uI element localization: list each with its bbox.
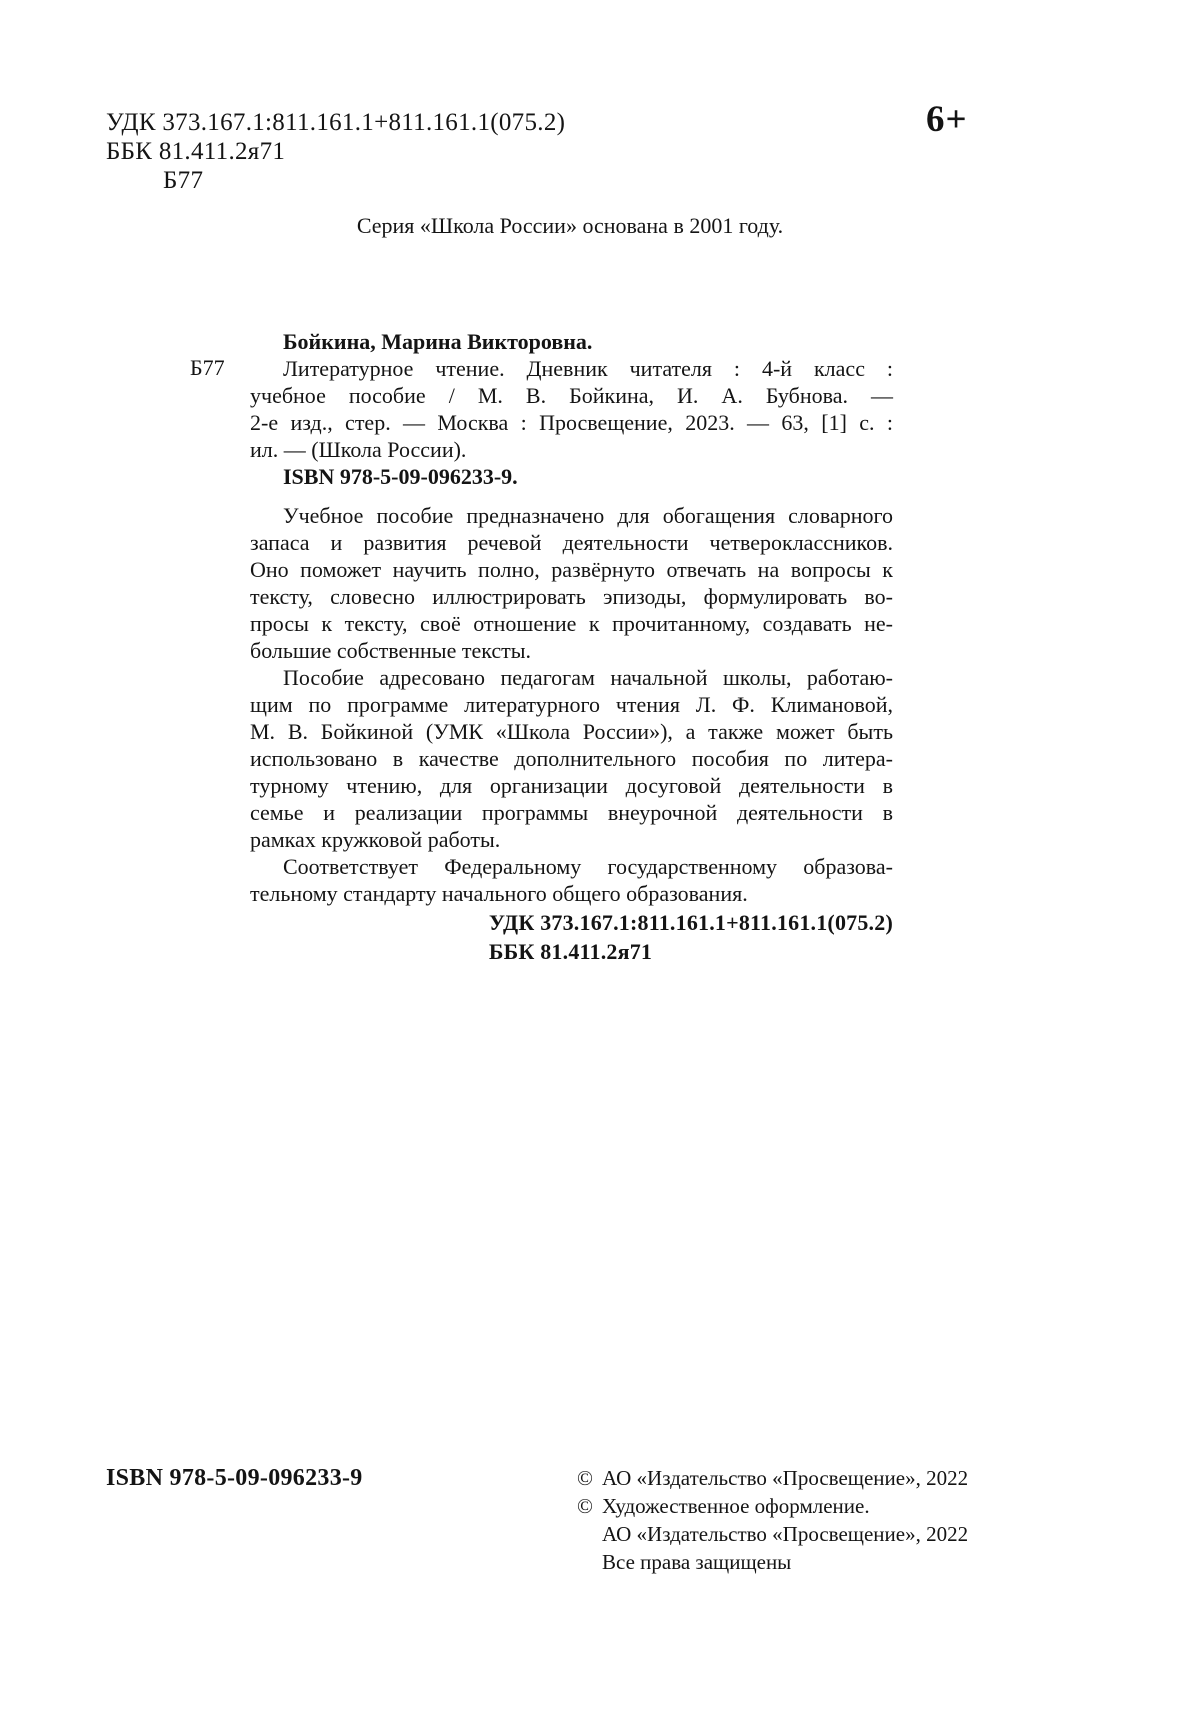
annotation-line: Учебное пособие предназначено для обогащения словарного: [283, 503, 893, 528]
annotation-line: турному чтению, для организации досуговой деятельности в: [250, 773, 893, 798]
annotation-line: просы к тексту, своё отношение к прочитанному, создавать не-: [250, 611, 893, 636]
annotation-line: Пособие адресовано педагогам начальной школы, работаю-: [283, 665, 893, 690]
bibliographic-line: ил. — (Школа России).: [250, 437, 467, 462]
annotation-line: М. В. Бойкиной (УМК «Школа России»), а также может быть: [250, 719, 893, 744]
isbn-line: ISBN 978-5-09-096233-9.: [283, 464, 518, 489]
catalogue-card: [250, 328, 893, 490]
copyright-sign: ©: [577, 1466, 593, 1490]
bbk-code: ББК 81.411.2я71: [106, 138, 286, 165]
footer-cataloguing-codes: [250, 908, 893, 966]
copyright-line: [577, 1520, 968, 1548]
copyright-text: АО «Издательство «Просвещение», 2022: [602, 1466, 969, 1490]
copyright-line: [577, 1492, 968, 1520]
margin-author-sign-code: Б77: [190, 355, 225, 380]
author-heading: Бойкина, Марина Викторовна.: [283, 329, 593, 354]
series-note: Серия «Школа России» основана в 2001 году.: [356, 213, 784, 238]
bibliographic-line: учебное пособие / М. В. Бойкина, И. А. Бубнова. —: [250, 383, 893, 408]
annotation-line: щим по программе литературного чтения Л. Ф. Климановой,: [250, 692, 893, 717]
annotation-line: запаса и развития речевой деятельности четвероклассников.: [250, 530, 893, 555]
annotation-line: использовано в качестве дополнительного пособия по литера-: [250, 746, 893, 771]
footer-udk-code: УДК 373.167.1:811.161.1+811.161.1(075.2): [488, 910, 893, 935]
author-sign-code: Б77: [163, 167, 204, 194]
copyright-sign: ©: [577, 1494, 593, 1518]
bibliographic-line: Литературное чтение. Дневник читателя : 4-й класс :: [283, 356, 893, 381]
annotation-line: тексту, словесно иллюстрировать эпизоды, формулировать во-: [250, 584, 893, 609]
age-rating-badge: 6+: [926, 99, 968, 140]
copyright-text: Все права защищены: [602, 1550, 792, 1574]
annotation-line: рамках кружковой работы.: [250, 827, 501, 852]
annotation: [250, 502, 893, 907]
bibliographic-line: 2-е изд., стер. — Москва : Просвещение, 2023. — 63, [1] с. :: [250, 410, 893, 435]
copyright-text: АО «Издательство «Просвещение», 2022: [602, 1522, 969, 1546]
copyright-block: [577, 1464, 968, 1576]
annotation-line: большие собственные тексты.: [250, 638, 532, 663]
annotation-line: Оно поможет научить полно, развёрнуто отвечать на вопросы к: [250, 557, 893, 582]
annotation-line: семье и реализации программы внеурочной деятельности в: [250, 800, 893, 825]
udk-code: УДК 373.167.1:811.161.1+811.161.1(075.2): [106, 109, 566, 136]
annotation-line: тельному стандарту начального общего образования.: [250, 881, 748, 906]
footer-bbk-code: ББК 81.411.2я71: [488, 939, 653, 964]
copyright-line: [577, 1548, 968, 1576]
annotation-line: Соответствует Федеральному государственному образова-: [283, 854, 893, 879]
cataloguing-codes: [106, 108, 565, 195]
copyright-line: [577, 1464, 968, 1492]
bottom-isbn: ISBN 978-5-09-096233-9: [106, 1465, 363, 1491]
copyright-text: Художественное оформление.: [602, 1494, 870, 1518]
